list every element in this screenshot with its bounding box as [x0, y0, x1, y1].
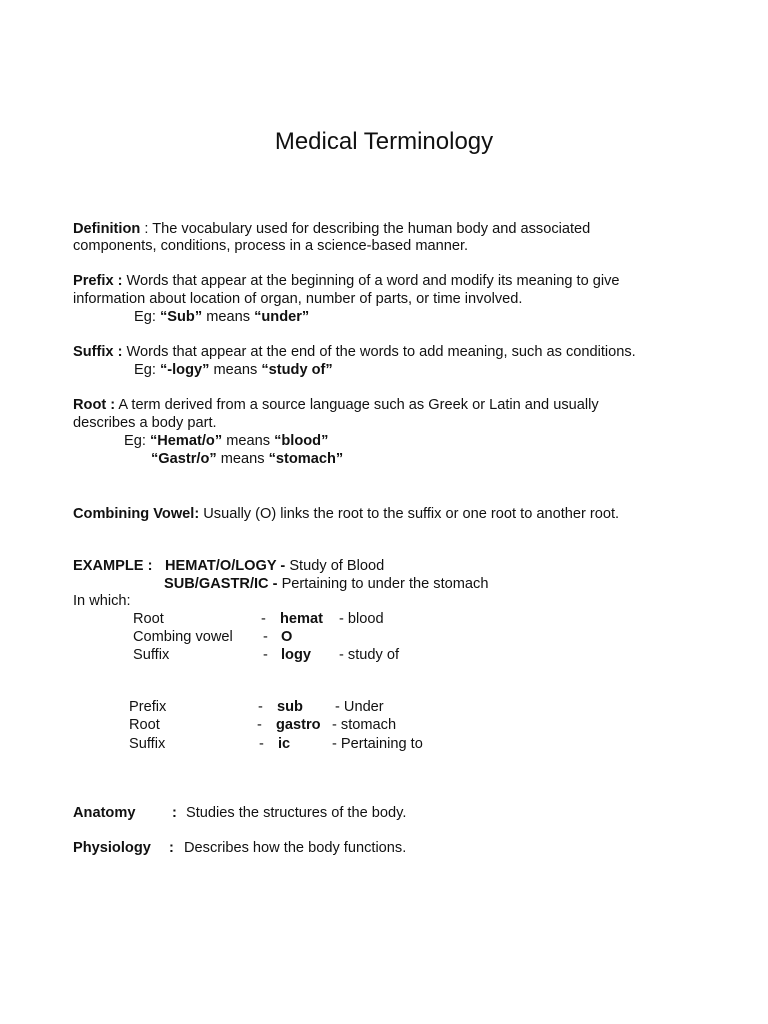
root-eg1-term: “Hemat/o”: [149, 433, 223, 449]
root-example-2: [151, 450, 343, 468]
table1-row-1-meaning: - blood: [339, 611, 384, 627]
table2-row-3-term: ic: [278, 736, 291, 752]
prefix-eg-label: Eg:: [134, 309, 160, 325]
prefix-eg-meaning: “under”: [254, 309, 310, 325]
prefix-label: Prefix :: [73, 273, 123, 289]
prefix-eg-term: “Sub”: [159, 309, 203, 325]
definition-text-1: The vocabulary used for describing the human body and associated: [152, 221, 591, 237]
table2-row-2-dash: -: [257, 717, 262, 733]
table1-row-3-dash: -: [263, 647, 268, 663]
root-label: Root :: [73, 397, 116, 413]
root-text-2: describes a body part.: [73, 415, 217, 431]
root-eg2-meaning: “stomach”: [268, 451, 344, 467]
suffix-text-1: Words that appear at the end of the words to add meaning, such as conditions.: [122, 344, 636, 360]
suffix-label: Suffix :: [73, 344, 123, 360]
example-word-1-term: HEMAT/O/LOGY -: [165, 558, 286, 574]
definition-text-2: components, conditions, process in a science-based manner.: [73, 238, 469, 254]
root-eg2-means: means: [216, 451, 269, 467]
table2-row-3-meaning: - Pertaining to: [332, 736, 423, 752]
table2-row-2-meaning: - stomach: [332, 717, 397, 733]
suffix-line-1: [73, 343, 708, 361]
table1-row-1-dash: -: [261, 611, 266, 627]
table2-row-1-part: Prefix: [129, 699, 167, 715]
example-word-1-meaning: Study of Blood: [285, 558, 385, 574]
table2-row-2-term: gastro: [276, 717, 321, 733]
root-eg1-meaning: “blood”: [274, 433, 329, 449]
root-text-1: A term derived from a source language such as Greek or Latin and usually: [115, 397, 599, 413]
example-label: EXAMPLE :: [73, 558, 153, 574]
suffix-eg-label: Eg:: [134, 362, 160, 378]
table2-row-1-meaning: - Under: [335, 699, 384, 715]
suffix-eg-term: “-logy”: [159, 362, 210, 378]
table1-row-1-part: Root: [133, 611, 164, 627]
prefix-text-1: Words that appear at the beginning of a word and modify its meaning to give: [122, 273, 620, 289]
table1-row-2-term: O: [281, 629, 293, 645]
table1-row-2-part: Combing vowel: [133, 629, 233, 645]
definition-line-1: [73, 220, 708, 238]
table2-row-2-part: Root: [129, 717, 160, 733]
table1-row-3-meaning: - study of: [339, 647, 400, 663]
suffix-example: [134, 361, 333, 379]
definition-label: Definition: [73, 221, 141, 237]
prefix-text-2: information about location of organ, number of parts, or time involved.: [73, 291, 523, 307]
combining-vowel-text: Usually (O) links the root to the suffix or one root to another root.: [199, 506, 620, 522]
root-example-1: [124, 432, 328, 450]
table2-row-3-part: Suffix: [129, 736, 166, 752]
example-word-2-term: SUB/GASTR/IC -: [164, 576, 278, 592]
anatomy-colon: :: [172, 805, 177, 821]
root-eg1-means: means: [222, 433, 275, 449]
prefix-example: [134, 308, 309, 326]
table2-row-1-term: sub: [277, 699, 303, 715]
table1-row-2-dash: -: [263, 629, 268, 645]
page-title: Medical Terminology: [274, 128, 494, 155]
combining-vowel-line: [73, 505, 708, 523]
physiology-colon: :: [169, 840, 174, 856]
combining-vowel-label: Combining Vowel:: [73, 506, 200, 522]
suffix-eg-meaning: “study of”: [261, 362, 333, 378]
anatomy-label: Anatomy: [73, 805, 136, 821]
physiology-label: Physiology: [73, 840, 151, 856]
table1-row-1-term: hemat: [280, 611, 323, 627]
example-word-1: [165, 557, 384, 575]
table2-row-3-dash: -: [259, 736, 264, 752]
definition-separator: :: [140, 221, 153, 237]
table2-row-1-dash: -: [258, 699, 263, 715]
physiology-text: Describes how the body functions.: [184, 840, 407, 856]
example-word-2-meaning: Pertaining to under the stomach: [277, 576, 489, 592]
table1-row-3-part: Suffix: [133, 647, 170, 663]
table1-row-3-term: logy: [281, 647, 311, 663]
anatomy-text: Studies the structures of the body.: [186, 805, 407, 821]
root-eg2-term: “Gastr/o”: [151, 451, 217, 467]
suffix-eg-means: means: [209, 362, 262, 378]
root-line-1: [73, 396, 708, 414]
prefix-line-1: [73, 272, 708, 290]
root-eg-label: Eg:: [124, 433, 150, 449]
example-word-2: [164, 575, 488, 593]
prefix-eg-means: means: [202, 309, 255, 325]
in-which-label: In which:: [73, 593, 131, 609]
